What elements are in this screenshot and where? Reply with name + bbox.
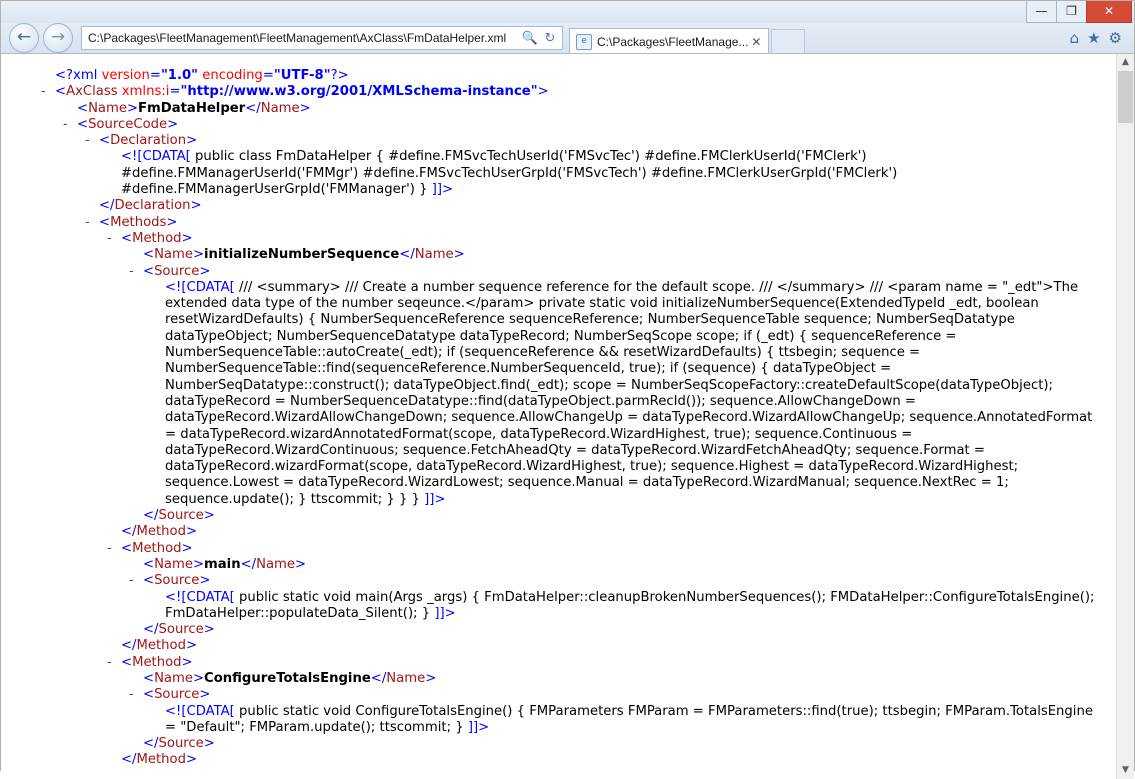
collapse-toggle-icon[interactable]: - bbox=[129, 263, 134, 279]
scroll-up-icon[interactable]: ▲ bbox=[1117, 54, 1134, 71]
xml-token: <?xml bbox=[55, 68, 102, 83]
title-bar bbox=[1, 1, 1134, 23]
xml-token: > bbox=[203, 508, 215, 524]
xml-token: Declaration bbox=[114, 198, 191, 214]
xml-token: < bbox=[77, 116, 89, 132]
xml-token: > bbox=[199, 263, 211, 279]
xml-token: > bbox=[203, 622, 215, 638]
xml-token: <![CDATA[ bbox=[121, 149, 191, 165]
xml-line bbox=[19, 231, 1106, 247]
xml-token: > bbox=[185, 524, 198, 540]
xml-token: "UTF-8" bbox=[273, 68, 331, 83]
xml-token: <![CDATA[ bbox=[165, 279, 235, 295]
navigation-bar bbox=[1, 23, 1134, 53]
back-icon[interactable]: ← bbox=[9, 23, 39, 53]
xml-token: < bbox=[77, 100, 89, 116]
xml-token: FmDataHelper bbox=[138, 100, 246, 116]
xml-token: > bbox=[199, 687, 211, 703]
collapse-toggle-icon[interactable]: - bbox=[129, 687, 134, 703]
xml-token: <![CDATA[ bbox=[165, 589, 235, 605]
xml-token: = bbox=[262, 68, 274, 83]
collapse-toggle-icon[interactable]: - bbox=[63, 116, 68, 132]
xml-token: ]]> bbox=[424, 491, 446, 507]
page-favicon-icon: e bbox=[576, 34, 592, 50]
xml-line bbox=[19, 622, 1106, 638]
xml-line bbox=[19, 671, 1106, 687]
xml-token: </ bbox=[121, 752, 137, 768]
xml-token: > bbox=[295, 556, 307, 572]
tab-title: C:\Packages\FleetManage... bbox=[597, 34, 749, 49]
xml-token: Source bbox=[158, 508, 204, 524]
xml-token: > bbox=[181, 230, 193, 246]
address-input[interactable]: C:\Packages\FleetManagement\FleetManagement\AxClass\FmDataHelper.xml bbox=[88, 31, 507, 45]
xml-token: </ bbox=[99, 198, 115, 214]
xml-token: Name bbox=[386, 670, 426, 686]
xml-token: </ bbox=[399, 247, 415, 263]
collapse-toggle-icon[interactable]: - bbox=[85, 214, 90, 230]
xml-token: </ bbox=[143, 622, 159, 638]
close-button[interactable]: ✕ bbox=[1086, 1, 1132, 23]
collapse-toggle-icon[interactable]: - bbox=[41, 84, 46, 100]
xml-token: > bbox=[192, 670, 205, 686]
xml-token: "1.0" bbox=[160, 68, 199, 83]
xml-token: </ bbox=[370, 670, 387, 686]
xml-token: > bbox=[192, 247, 205, 263]
xml-token: Method bbox=[136, 524, 186, 540]
xml-line bbox=[19, 84, 1106, 100]
xml-line bbox=[19, 68, 1106, 84]
xml-line bbox=[19, 704, 1106, 737]
collapse-toggle-icon[interactable]: - bbox=[107, 540, 112, 556]
new-tab-button[interactable] bbox=[771, 29, 805, 54]
xml-token: > bbox=[299, 100, 311, 116]
xml-token: < bbox=[121, 540, 133, 556]
xml-line bbox=[19, 573, 1106, 589]
xml-line bbox=[19, 752, 1106, 768]
xml-token: </ bbox=[121, 638, 137, 654]
xml-token: initializeNumberSequence bbox=[204, 247, 400, 263]
xml-token: Name bbox=[256, 556, 295, 572]
xml-line bbox=[19, 133, 1106, 149]
xml-token: > bbox=[181, 540, 193, 556]
xml-token: Source bbox=[158, 736, 204, 752]
collapse-toggle-icon[interactable]: - bbox=[107, 230, 112, 246]
scroll-down-icon[interactable]: ▼ bbox=[1117, 762, 1134, 779]
xml-token: </ bbox=[240, 556, 257, 572]
xml-line bbox=[19, 215, 1106, 231]
xml-token: </ bbox=[245, 100, 261, 116]
xml-token: Methods bbox=[110, 214, 167, 230]
xml-token: > bbox=[185, 638, 198, 654]
xml-token: > bbox=[166, 214, 178, 230]
xml-token: public static void ConfigureTotalsEngine() { FMParameters FMParam = FMParameters::find(true); ttsbegin; FMParam.TotalsEngine = "Default"; FMParam.update(); ttscommit; } bbox=[165, 703, 1098, 735]
xml-token: < bbox=[99, 133, 111, 149]
xml-token: Source bbox=[158, 622, 204, 638]
xml-token: < bbox=[121, 230, 133, 246]
xml-token: < bbox=[55, 84, 67, 100]
xml-token: Source bbox=[154, 573, 200, 589]
xml-token: ]]> bbox=[434, 605, 456, 621]
xml-line bbox=[19, 541, 1106, 557]
xml-line bbox=[19, 524, 1106, 540]
xml-token: AxClass bbox=[66, 84, 118, 100]
xml-token: Method bbox=[132, 230, 182, 246]
xml-token: </ bbox=[143, 736, 159, 752]
browser-tab[interactable] bbox=[569, 28, 769, 54]
xml-token: Name bbox=[154, 247, 193, 263]
vertical-scrollbar[interactable] bbox=[1116, 54, 1134, 779]
xml-line bbox=[19, 590, 1106, 623]
tab-close-icon[interactable]: ✕ bbox=[751, 34, 762, 49]
xml-token: > bbox=[126, 100, 139, 116]
xml-token: > bbox=[167, 116, 179, 132]
xml-token: Source bbox=[154, 263, 200, 279]
xml-token: ]]> bbox=[431, 182, 454, 198]
xml-token: ?> bbox=[330, 68, 349, 83]
xml-token: < bbox=[143, 556, 155, 572]
xml-token: > bbox=[186, 133, 198, 149]
xml-token: > bbox=[453, 247, 465, 263]
xml-token: </ bbox=[121, 524, 137, 540]
xml-token: > bbox=[192, 556, 205, 572]
minimize-button[interactable]: — bbox=[1026, 1, 1057, 23]
xml-token: < bbox=[143, 263, 155, 279]
xml-token: < bbox=[143, 247, 155, 263]
xml-token: > bbox=[425, 670, 437, 686]
xml-token: main bbox=[204, 556, 241, 572]
xml-token: Name bbox=[88, 100, 127, 116]
xml-document bbox=[1, 54, 1116, 779]
xml-line bbox=[19, 638, 1106, 654]
xml-token: > bbox=[203, 736, 215, 752]
xml-line bbox=[19, 198, 1106, 214]
xml-token: Source bbox=[154, 687, 200, 703]
xml-token: public class FmDataHelper { #define.FMSvcTechUserId('FMSvcTec') #define.FMClerkUserId('FMClerk') #define.FMManagerUserId('FMMgr') #define.FMSvcTechUserGrpId('FMSvcTech') #define.FMClerkUserGrpId('FMClerk') #define.FMManagerUserGrpId('FMManager') } bbox=[121, 149, 902, 198]
xml-token: > bbox=[190, 198, 202, 214]
xml-token: </ bbox=[143, 508, 159, 524]
xml-token: ConfigureTotalsEngine bbox=[204, 670, 371, 686]
collapse-toggle-icon[interactable]: - bbox=[107, 654, 112, 670]
xml-line bbox=[19, 117, 1106, 133]
collapse-toggle-icon[interactable]: - bbox=[129, 573, 134, 589]
xml-token: > bbox=[537, 84, 549, 100]
xml-line bbox=[19, 149, 1106, 198]
xml-token: > bbox=[199, 573, 211, 589]
xml-token: < bbox=[121, 654, 133, 670]
xml-token: Method bbox=[136, 638, 186, 654]
xml-token: < bbox=[143, 573, 155, 589]
xml-token: Declaration bbox=[110, 133, 187, 149]
xml-token: SourceCode bbox=[88, 116, 168, 132]
refresh-icon[interactable]: ↻ bbox=[544, 30, 556, 46]
xml-line bbox=[19, 736, 1106, 752]
address-bar[interactable] bbox=[81, 26, 563, 50]
xml-line bbox=[19, 247, 1106, 263]
xml-token: < bbox=[143, 670, 155, 686]
xml-token: < bbox=[99, 214, 111, 230]
xml-token: version bbox=[101, 68, 150, 83]
xml-token: Name bbox=[260, 100, 300, 116]
collapse-toggle-icon[interactable]: - bbox=[85, 133, 90, 149]
xml-token: Name bbox=[154, 670, 193, 686]
xml-line bbox=[19, 687, 1106, 703]
xml-line bbox=[19, 280, 1106, 508]
xml-token: ]]> bbox=[467, 719, 490, 735]
xml-token: /// <summary> /// Create a number sequence reference for the default scope. /// </summary> /// <param name = "_edt">The extended data type of the number seqeunce.</param> private static void initializeNumberSequence(ExtendedTypeId _edt, boolean resetWizardDefaults) { NumberSequenceReference sequenceReference; NumberSequenceTable sequence; NumberSeqDatatype dataTypeObject; NumberSequenceDatatype dataTypeRecord; NumberSeqScope scope; if (_edt) { sequenceReference = NumberSequenceTable::autoCreate(_edt); if (sequenceReference && resetWizardDefaults) { ttsbegin; sequence = NumberSequenceTable::find(sequenceReference.NumberSequenceId, true); if (sequence) { dataTypeObject = NumberSeqDatatype::construct(); dataTypeObject.find(_edt); scope = NumberSeqScopeFactory::createDefaultScope(dataTypeObject); dataTypeRecord = NumberSequenceDatatype::find(dataTypeObject.parmRecId()); sequence.AllowChangeDown = dataTypeRecord.WizardAllowChangeDown; sequence.AllowChangeUp = dataTypeRecord.WizardAllowChangeUp; sequence.AnnotatedFormat = dataTypeRecord.wizardAnnotatedFormat(scope, dataTypeRecord.WizardHighest, true); sequence.Continuous = dataTypeRecord.WizardContinuous; sequence.FetchAheadQty = dataTypeRecord.WizardFetchAheadQty; sequence.Format = dataTypeRecord.wizardFormat(scope, dataTypeRecord.WizardHighest, true); sequence.Highest = dataTypeRecord.WizardHighest; sequence.Lowest = dataTypeRecord.WizardLowest; sequence.Manual = dataTypeRecord.WizardManual; sequence.NextRec = 1; sequence.update(); } ttscommit; } } } bbox=[165, 279, 1097, 507]
xml-token: Name bbox=[154, 556, 193, 572]
xml-line bbox=[19, 557, 1106, 573]
xml-token: Name bbox=[414, 247, 454, 263]
maximize-button[interactable]: ❐ bbox=[1056, 1, 1087, 23]
favorites-icon[interactable]: ★ bbox=[1087, 29, 1101, 47]
xml-token: encoding bbox=[202, 68, 263, 83]
toolbar-icons bbox=[1070, 29, 1128, 47]
xml-token: Method bbox=[132, 540, 182, 556]
scrollbar-thumb[interactable] bbox=[1118, 71, 1133, 123]
content-area bbox=[1, 53, 1134, 779]
xml-token: Method bbox=[132, 654, 182, 670]
xml-token: xmlns:i bbox=[117, 84, 170, 100]
settings-icon[interactable]: ⚙ bbox=[1108, 29, 1122, 47]
xml-token: = bbox=[149, 68, 161, 83]
home-icon[interactable]: ⌂ bbox=[1069, 29, 1080, 47]
forward-icon[interactable]: → bbox=[43, 23, 73, 53]
xml-line bbox=[19, 508, 1106, 524]
xml-line bbox=[19, 264, 1106, 280]
xml-token: <![CDATA[ bbox=[165, 703, 235, 719]
scrollbar-track[interactable] bbox=[1117, 71, 1134, 762]
xml-token: = bbox=[169, 84, 181, 100]
xml-token: Method bbox=[136, 752, 186, 768]
xml-line bbox=[19, 101, 1106, 117]
window-controls bbox=[1027, 1, 1132, 23]
xml-token: > bbox=[181, 654, 193, 670]
search-icon[interactable]: 🔍 bbox=[521, 30, 539, 46]
xml-token: < bbox=[143, 687, 155, 703]
xml-token: > bbox=[185, 752, 198, 768]
xml-token: "http://www.w3.org/2001/XMLSchema-instance" bbox=[180, 84, 538, 100]
xml-line bbox=[19, 655, 1106, 671]
xml-token: public static void main(Args _args) { FmDataHelper::cleanupBrokenNumberSequences(); FMDataHelper::ConfigureTotalsEngine(); FmDataHelper::populateData_Silent(); } bbox=[165, 589, 1099, 621]
